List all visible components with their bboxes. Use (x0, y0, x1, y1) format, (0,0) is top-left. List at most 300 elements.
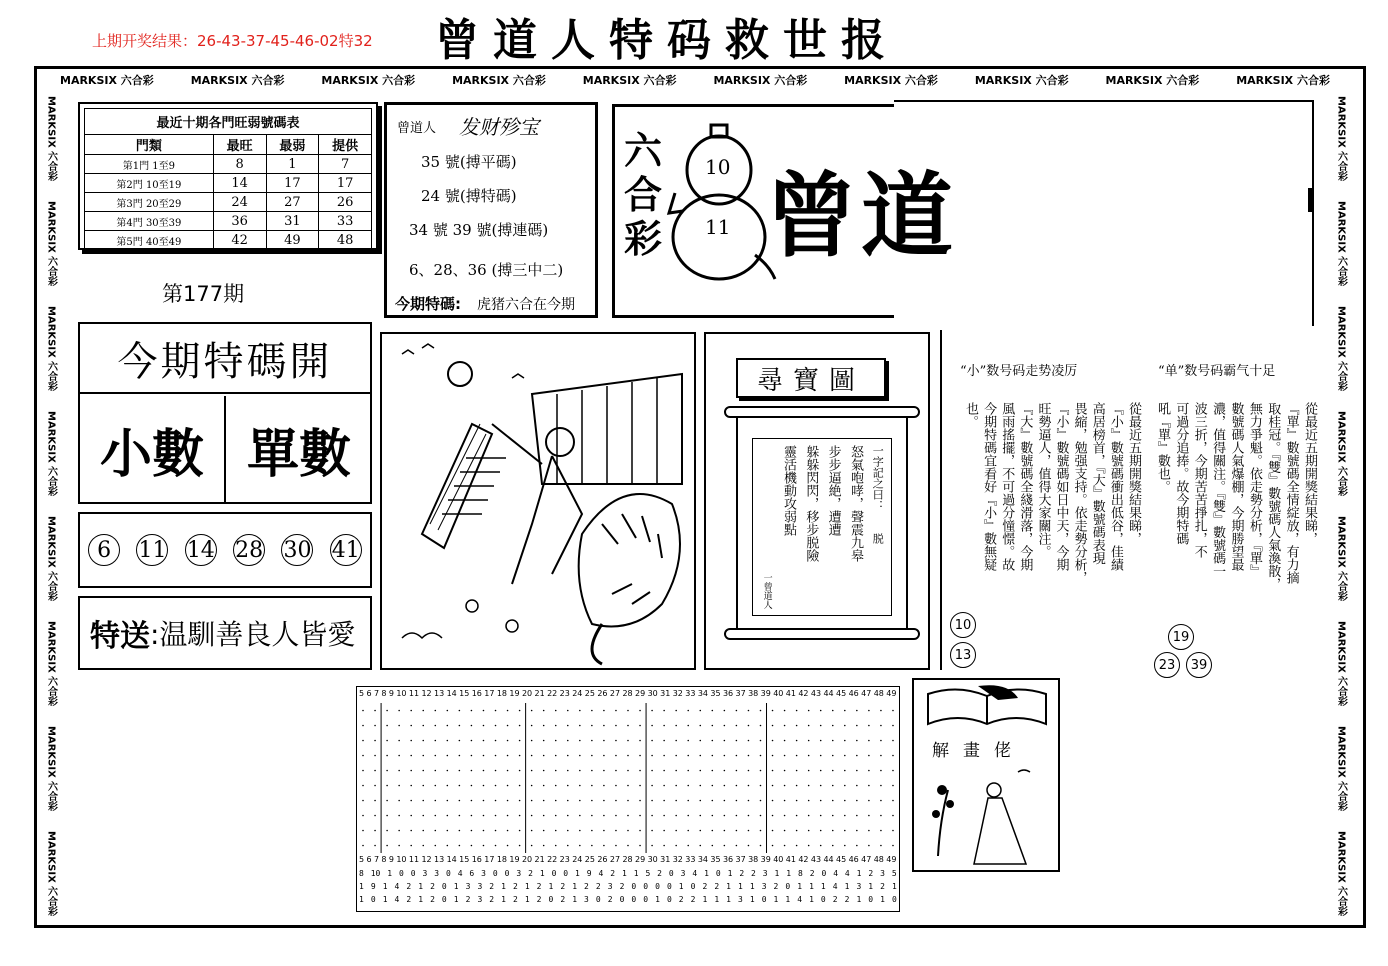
grid-stats-cell: 9 (370, 882, 376, 891)
grid-stats-cell: 0 (785, 882, 791, 891)
grid-header-cell: 24 (572, 855, 583, 864)
cell-hot: 14 (213, 174, 266, 193)
grid-dot (410, 755, 412, 757)
grid-dot (639, 725, 641, 727)
grid-dot (663, 770, 665, 772)
grid-header-cell: 37 (735, 689, 746, 698)
grid-dot (760, 845, 762, 847)
grid-dot (736, 770, 738, 772)
grid-dot (495, 845, 497, 847)
number-ball: 41 (330, 534, 362, 566)
grid-dot (880, 845, 882, 847)
grid-dot (386, 785, 388, 787)
grid-dot (567, 830, 569, 832)
grid-header-cell: 45 (836, 689, 847, 698)
grid-header-cell: 47 (861, 855, 872, 864)
grid-dot (374, 770, 376, 772)
grid-dot (471, 845, 473, 847)
grid-dot (796, 830, 798, 832)
grid-dot (567, 770, 569, 772)
grid-dot (555, 785, 557, 787)
grid-dot (591, 845, 593, 847)
grid-header-cell: 32 (672, 855, 683, 864)
grid-dot (374, 725, 376, 727)
grid-dot (784, 785, 786, 787)
grid-dot (639, 815, 641, 817)
band-label: MARKSIX 六合彩 (1335, 410, 1347, 497)
grid-header-cell: 9 (388, 855, 394, 864)
odd-num: 39 (1186, 652, 1212, 678)
grid-dot (555, 725, 557, 727)
gift-text: :温馴善良人皆愛 (150, 618, 356, 651)
cell-weak: 17 (266, 174, 319, 193)
grid-stats-cell: 1 (856, 895, 862, 904)
grid-dot (627, 800, 629, 802)
grid-header-cell: 18 (496, 689, 508, 698)
grid-dot (784, 830, 786, 832)
grid-header-cell: 25 (584, 855, 595, 864)
grid-dot (639, 770, 641, 772)
grid-dot (639, 800, 641, 802)
grid-header-cell: 33 (685, 855, 696, 864)
grid-stats-cell: 1 (786, 869, 792, 878)
grid-header-cell: 12 (421, 855, 432, 864)
table-row (85, 174, 372, 193)
grid-dot (519, 755, 521, 757)
grid-dot (784, 710, 786, 712)
grid-stats-cell: 0 (820, 895, 826, 904)
grid-stats-cell: 3 (422, 869, 428, 878)
grid-dot (772, 755, 774, 757)
grid-dot (374, 830, 376, 832)
grid-dot (736, 710, 738, 712)
grid-dot (892, 755, 894, 757)
grid-dot (748, 740, 750, 742)
cell-offer: 7 (319, 155, 372, 174)
grid-header-cell: 48 (873, 689, 884, 698)
grid-dot (760, 785, 762, 787)
cell-weak: 49 (266, 231, 319, 250)
grid-dot (712, 830, 714, 832)
grid-header-cell: 41 (785, 855, 796, 864)
grid-stats-cell: 1 (359, 882, 364, 891)
col-header: 最旺 (213, 135, 266, 155)
grid-dot (410, 785, 412, 787)
number-ball: 28 (233, 534, 265, 566)
band-label: MARKSIX 六合彩 (844, 74, 938, 87)
grid-dot (627, 755, 629, 757)
grid-dot (447, 725, 449, 727)
grid-stats-cell: 2 (690, 895, 696, 904)
grid-dot (832, 785, 834, 787)
grid-stats-cell: 0 (631, 882, 637, 891)
grid-dot (422, 815, 424, 817)
grid-stats-cell: 1 (382, 895, 388, 904)
grid-stats-row (359, 869, 897, 882)
grid-dot (603, 710, 605, 712)
grid-dot (808, 725, 810, 727)
grid-dot (868, 815, 870, 817)
grid-dot (844, 845, 846, 847)
grid-dot (844, 800, 846, 802)
grid-dot (543, 770, 545, 772)
grid-stats-cell: 2 (607, 895, 613, 904)
grid-stats-cell: 1 (678, 882, 684, 891)
grid-dot (398, 710, 400, 712)
grid-dot (699, 845, 701, 847)
grid-stats-cell: 4 (692, 869, 698, 878)
grid-dot (687, 770, 689, 772)
grid-dot (724, 725, 726, 727)
small-num: 13 (950, 642, 976, 668)
grid-stats-cell: 6 (469, 869, 475, 878)
grid-stats-cell: 2 (844, 895, 850, 904)
special-small: 小數 (80, 396, 226, 502)
grid-header-cell: 21 (534, 855, 545, 864)
grid-stats-cell: 1 (891, 882, 897, 891)
grid-header-cell: 10 (396, 689, 407, 698)
analysis-box (940, 330, 1322, 673)
grid-dot (880, 815, 882, 817)
grid-dot (495, 815, 497, 817)
grid-stats-cell: 0 (370, 895, 376, 904)
grid-header-cell: 11 (408, 855, 420, 864)
grid-stats-cell: 1 (633, 869, 639, 878)
odd-num: 23 (1154, 652, 1180, 678)
grid-dot (579, 830, 581, 832)
grid-dot (736, 785, 738, 787)
grid-stats-cell: 4 (797, 895, 803, 904)
grid-dot (712, 710, 714, 712)
grid-header-cell: 29 (635, 855, 646, 864)
grid-dot (699, 770, 701, 772)
grid-dot (687, 785, 689, 787)
grid-dot (519, 710, 521, 712)
grid-dot (772, 710, 774, 712)
grid-dot (374, 800, 376, 802)
grid-stats-cell: 2 (512, 882, 518, 891)
scroll-bottom (724, 628, 920, 640)
grid-header-cell: 17 (484, 689, 495, 698)
grid-dot (410, 815, 412, 817)
grid-header-cell: 18 (496, 855, 508, 864)
grid-dot (832, 770, 834, 772)
grid-dot (796, 770, 798, 772)
grid-stats-cell: 1 (453, 882, 459, 891)
grid-dot (615, 785, 617, 787)
grid-dot (663, 725, 665, 727)
treasure-map-box (704, 332, 930, 670)
grid-dot (459, 725, 461, 727)
grid-dot (784, 845, 786, 847)
cartoon-illustration (918, 760, 1056, 868)
grid-stats-cell: 3 (607, 882, 613, 891)
grid-dot (675, 785, 677, 787)
grid-dot (651, 785, 653, 787)
grid-dot (820, 800, 822, 802)
analysis-line: 可過分追捧。故今期特碼 (1173, 402, 1189, 545)
grid-dot (663, 755, 665, 757)
grid-stats-cell: 1 (727, 869, 733, 878)
special-label: 今期特碼: (395, 295, 461, 313)
grid-stats-cell: 2 (528, 869, 533, 878)
grid-stats-cell: 1 (797, 882, 803, 891)
gourd-icon (667, 115, 777, 285)
grid-stats-cell: 4 (832, 882, 838, 891)
band-label: MARKSIX 六合彩 (45, 830, 57, 916)
grid-dot (362, 755, 364, 757)
grid-dot (483, 770, 485, 772)
grid-dot (808, 785, 810, 787)
grid-dot (675, 725, 677, 727)
grid-dot (675, 830, 677, 832)
special-text: 虎猪六合在今期 (477, 297, 575, 313)
grid-dot (856, 845, 858, 847)
grid-dot (736, 815, 738, 817)
grid-dot (495, 710, 497, 712)
grid-stats-cell: 4 (844, 869, 850, 878)
grid-dot (856, 785, 858, 787)
grid-dot (736, 755, 738, 757)
grid-header-cell: 30 (647, 689, 658, 698)
grid-dot (832, 740, 834, 742)
grid-dot (603, 815, 605, 817)
grid-dot (663, 740, 665, 742)
tip-line: 34 號 39 號(搏連碼) (409, 221, 549, 239)
grid-dot (868, 710, 870, 712)
treasure-text (752, 438, 892, 616)
grid-dot (687, 845, 689, 847)
grid-dot (820, 710, 822, 712)
grid-stats-cell: 0 (666, 882, 672, 891)
grid-dot (651, 710, 653, 712)
grid-stats-cell: 8 (797, 869, 803, 878)
grid-dot (796, 800, 798, 802)
band-label: MARKSIX 六合彩 (45, 200, 57, 287)
grid-dot (844, 755, 846, 757)
number-ball: 11 (136, 534, 168, 566)
grid-header-cell: 12 (421, 689, 432, 698)
grid-header-cell: 8 (381, 855, 387, 864)
grid-stats-cell: 1 (572, 895, 578, 904)
grid-dot (471, 770, 473, 772)
grid-dot (495, 770, 497, 772)
grid-stats-cell: 3 (434, 869, 440, 878)
grid-dot (543, 755, 545, 757)
grid-dot (892, 845, 894, 847)
grid-dot (434, 845, 436, 847)
band-label: MARKSIX 六合彩 (582, 74, 677, 87)
issue-number: 第177期 (162, 282, 245, 306)
grid-dot (892, 815, 894, 817)
logo-box (612, 104, 958, 318)
grid-stats-cell: 2 (430, 895, 435, 904)
grid-header-cell: 23 (559, 689, 570, 698)
grid-dot (712, 815, 714, 817)
grid-dot (844, 830, 846, 832)
grid-dot (434, 725, 436, 727)
small-num: 10 (950, 612, 976, 638)
grid-dot (531, 740, 533, 742)
grid-dot (880, 770, 882, 772)
grid-header-cell: 47 (861, 689, 872, 698)
grid-header-cell: 36 (722, 689, 734, 698)
grid-dot (844, 710, 846, 712)
grid-stats-cell: 1 (749, 895, 755, 904)
grid-dot (699, 755, 701, 757)
grid-dot (519, 740, 521, 742)
grid-dot (808, 710, 810, 712)
grid-dot (627, 785, 629, 787)
grid-dot (892, 725, 894, 727)
grid-dot (639, 845, 641, 847)
grid-dot (507, 800, 509, 802)
grid-dot (555, 755, 557, 757)
grid-dot (675, 710, 677, 712)
grid-stats-cell: 0 (655, 882, 660, 891)
grid-dot (543, 800, 545, 802)
grid-dot (531, 800, 533, 802)
grid-dot (651, 770, 653, 772)
grid-stats-cell: 1 (453, 895, 459, 904)
grid-stats-cell: 1 (548, 882, 554, 891)
grid-dot (386, 845, 388, 847)
grid-stats-cell: 1 (774, 869, 780, 878)
grid-stats-cell: 0 (492, 869, 498, 878)
band-label: MARKSIX 六合彩 (1335, 620, 1347, 707)
grid-dot (591, 725, 593, 727)
grid-dot (784, 740, 786, 742)
grid-dot (591, 740, 593, 742)
grid-dot (603, 830, 605, 832)
grid-dot (760, 770, 762, 772)
grid-stats-cell: 3 (856, 882, 862, 891)
grid-dot (712, 725, 714, 727)
table-row (85, 212, 372, 231)
grid-dot (386, 710, 388, 712)
grid-dot (832, 800, 834, 802)
grid-dot (615, 755, 617, 757)
masthead-title: 曾道人特码救世报 (435, 15, 899, 66)
grid-dot (856, 800, 858, 802)
grid-dot (784, 725, 786, 727)
grid-dot (579, 785, 581, 787)
grid-dot (687, 830, 689, 832)
grid-dot (675, 845, 677, 847)
grid-dot (555, 770, 557, 772)
grid-stats-cell: 0 (666, 895, 672, 904)
logo-num-top: 10 (705, 155, 731, 179)
grid-dot (663, 815, 665, 817)
grid-dot (567, 785, 569, 787)
treasure-signature: 一曾道人 (761, 573, 772, 609)
grid-header-cell: 15 (459, 855, 470, 864)
grid-header-cell: 41 (785, 689, 796, 698)
col-header: 最弱 (266, 135, 319, 155)
grid-dot (687, 725, 689, 727)
grid-dot (495, 830, 497, 832)
logo-num-bottom: 11 (705, 215, 731, 239)
grid-stats-cell: 0 (548, 895, 554, 904)
grid-dot (362, 740, 364, 742)
number-ball: 30 (281, 534, 313, 566)
grid-stats-cell: 1 (738, 882, 743, 891)
grid-header-cell: 19 (509, 689, 520, 698)
grid-stats-cell: 2 (489, 882, 495, 891)
last-result: 上期开奖结果：26-43-37-45-46-02特32 (92, 32, 373, 50)
grid-stats-cell: 1 (621, 869, 627, 878)
grid-dot (868, 845, 870, 847)
grid-stats-cell: 0 (595, 895, 601, 904)
grid-header-cell: 44 (823, 855, 834, 864)
grid-dot (374, 845, 376, 847)
grid-dot (820, 770, 822, 772)
grid-dot (447, 740, 449, 742)
grid-dot (748, 710, 750, 712)
grid-stats-cell: 3 (680, 869, 686, 878)
band-label: MARKSIX 六合彩 (45, 305, 57, 392)
grid-dot (543, 815, 545, 817)
grid-dot (555, 710, 557, 712)
special-odd: 單數 (246, 423, 351, 485)
grid-dot (447, 830, 449, 832)
grid-header-cell: 7 (373, 689, 380, 698)
grid-dot (483, 725, 485, 727)
grid-dot (796, 755, 798, 757)
grid-stats-cell: 3 (762, 869, 768, 878)
grid-header-cell: 39 (760, 855, 771, 864)
grid-dot (507, 770, 509, 772)
grid-dot (772, 770, 774, 772)
grid-dot (651, 830, 653, 832)
grid-dot (374, 785, 376, 787)
grid-dot (374, 740, 376, 742)
grid-dot (579, 815, 581, 817)
grid-dot (736, 740, 738, 742)
special-open-box (78, 322, 372, 504)
grid-header-cell: 31 (660, 689, 671, 698)
scroll-top (724, 406, 920, 418)
grid-dot (748, 845, 750, 847)
grid-header-cell: 22 (547, 855, 558, 864)
grid-dot (699, 710, 701, 712)
grid-header-cell: 15 (459, 689, 470, 698)
grid-dot (808, 845, 810, 847)
grid-stats-cell: 1 (749, 882, 755, 891)
grid-dot (687, 710, 689, 712)
grid-header-cell: 26 (597, 689, 608, 698)
grid-stats-cell: 4 (457, 869, 463, 878)
grid-dot (447, 770, 449, 772)
grid-dot (567, 710, 569, 712)
grid-header-cell: 34 (697, 855, 709, 864)
grid-stats-cell: 4 (394, 895, 400, 904)
grid-dot (507, 740, 509, 742)
grid-dot (724, 710, 726, 712)
band-label: MARKSIX 六合彩 (1105, 74, 1200, 87)
band-label: MARKSIX 六合彩 (452, 74, 546, 87)
special-open-title: 今期特碼開 (80, 324, 370, 394)
grid-dot (507, 815, 509, 817)
grid-dot (675, 800, 677, 802)
tiger-illustration-box (380, 332, 696, 670)
grid-dot (868, 800, 870, 802)
grid-dot (459, 710, 461, 712)
grid-stats-cell: 2 (536, 895, 542, 904)
logo-name: 曾道 (765, 162, 958, 270)
grid-header-cell: 35 (710, 689, 721, 698)
analysis-line: 『小』數號碼如日中天，今期 (1053, 402, 1069, 571)
